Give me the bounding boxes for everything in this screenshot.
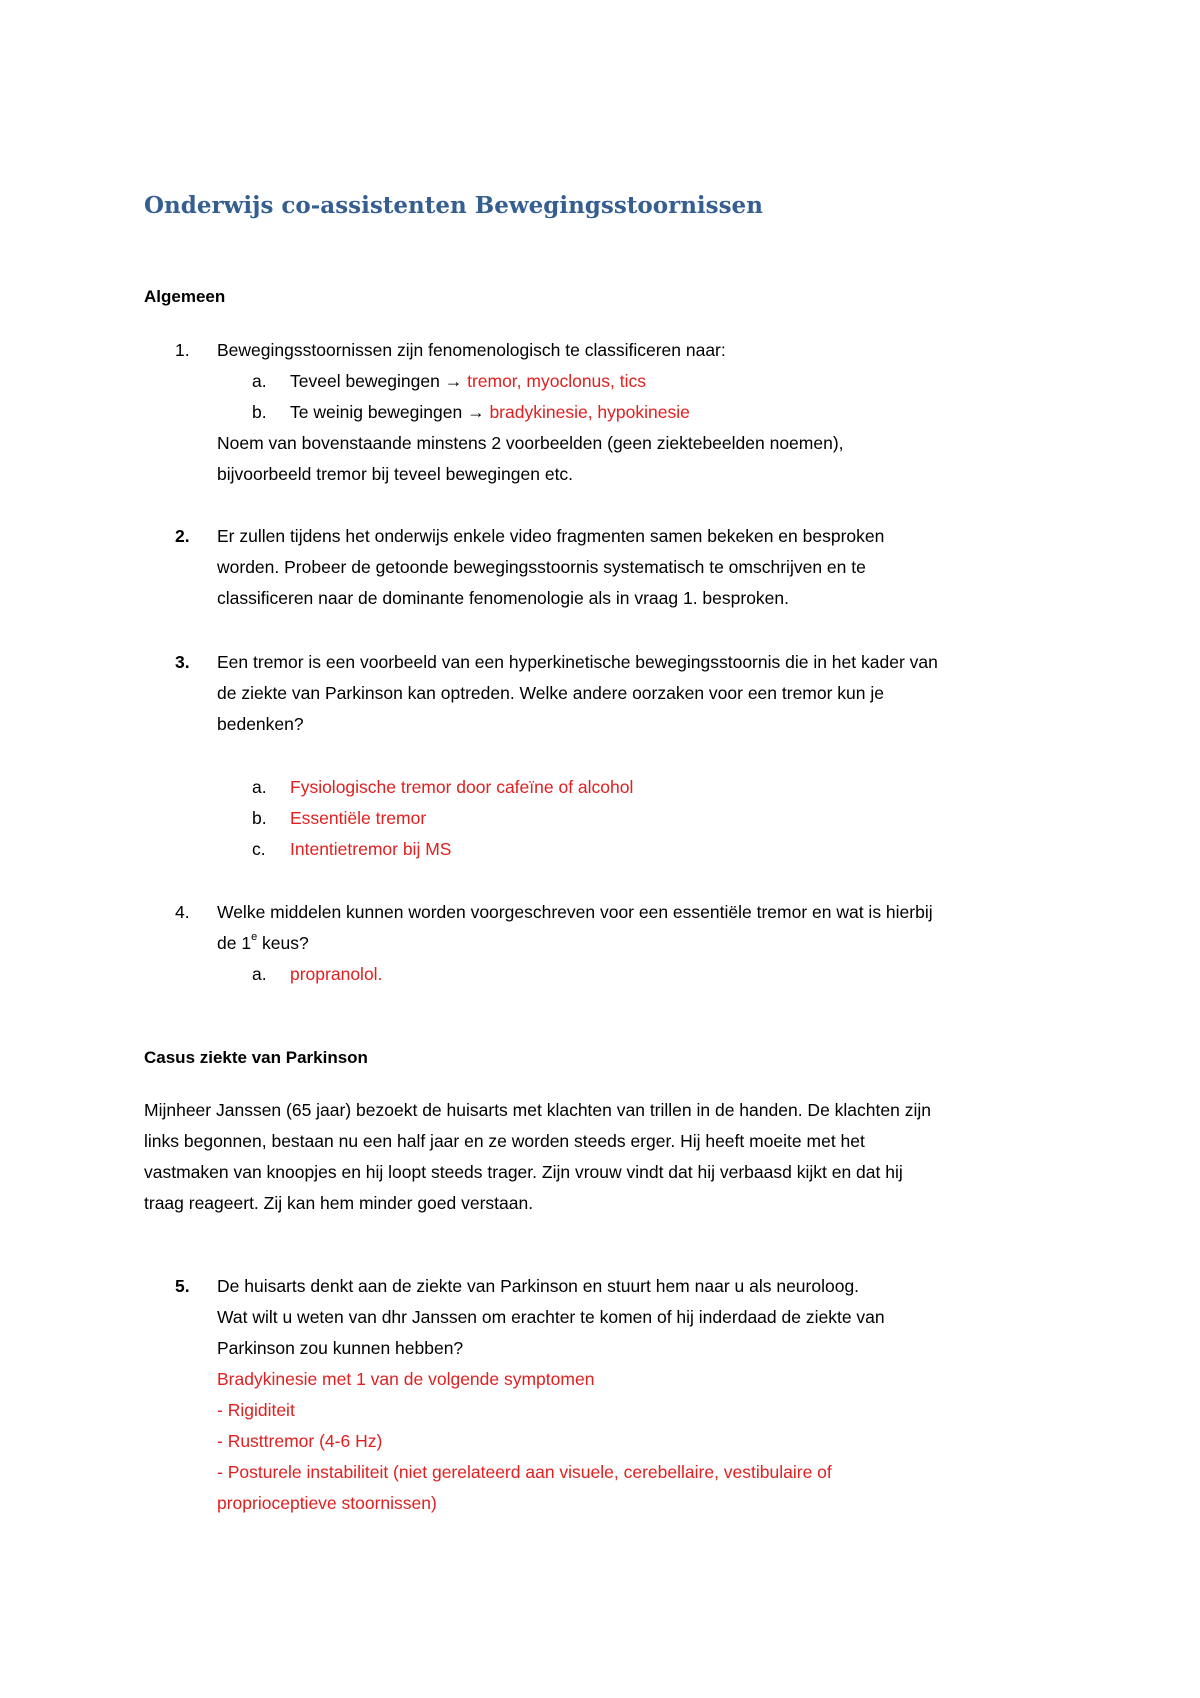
q3-line1: Een tremor is een voorbeeld van een hyperkinetische bewegingsstoornis die in het kader van xyxy=(217,652,938,672)
q5-line3: Parkinson zou kunnen hebben? xyxy=(217,1338,464,1358)
q3-line3: bedenken? xyxy=(217,714,304,734)
q1-text: Bewegingsstoornissen zijn fenomenologisch te classificeren naar: xyxy=(217,340,726,360)
q2-number: 2. xyxy=(175,526,190,546)
q1-note-line2: bijvoorbeeld tremor bij teveel bewegingen etc. xyxy=(217,464,574,484)
section-heading-algemeen: Algemeen xyxy=(144,287,226,306)
casus-line2: links begonnen, bestaan nu een half jaar en ze worden steeds erger. Hij heeft moeite met het xyxy=(144,1131,865,1151)
q3-a-letter: a. xyxy=(252,777,267,797)
q1-b-line xyxy=(290,402,690,423)
q1-number: 1. xyxy=(175,340,190,360)
q1-a-answer: tremor, myoclonus, tics xyxy=(467,371,647,391)
q3-c-letter: c. xyxy=(252,839,266,859)
q1-a-letter: a. xyxy=(252,371,267,391)
q2-line3: classificeren naar de dominante fenomenologie als in vraag 1. besproken. xyxy=(217,588,790,608)
q3-number: 3. xyxy=(175,652,190,672)
casus-line3: vastmaken van knoopjes en hij loopt steeds trager. Zijn vrouw vindt dat hij verbaasd kijkt en dat hij xyxy=(144,1162,903,1182)
page-title: Onderwijs co-assistenten Bewegingsstoornissen xyxy=(144,192,763,219)
q4-a-answer: propranolol. xyxy=(290,964,383,984)
q2-line2: worden. Probeer de getoonde bewegingsstoornis systematisch te omschrijven en te xyxy=(217,557,866,577)
q4-a-letter: a. xyxy=(252,964,267,984)
arrow-right-icon: → xyxy=(444,371,468,391)
casus-line4: traag reageert. Zij kan hem minder goed verstaan. xyxy=(144,1193,534,1213)
q5-answer-line4: - Posturele instabiliteit (niet gerelateerd aan visuele, cerebellaire, vestibulaire of xyxy=(217,1462,832,1482)
q1-b-answer: bradykinesie, hypokinesie xyxy=(489,402,690,422)
q2-line1: Er zullen tijdens het onderwijs enkele video fragmenten samen bekeken en besproken xyxy=(217,526,885,546)
q3-b-letter: b. xyxy=(252,808,267,828)
q5-line2: Wat wilt u weten van dhr Janssen om erachter te komen of hij inderdaad de ziekte van xyxy=(217,1307,885,1327)
q3-line2: de ziekte van Parkinson kan optreden. Welke andere oorzaken voor een tremor kun je xyxy=(217,683,885,703)
arrow-right-icon: → xyxy=(467,402,490,422)
q5-answer-line2: - Rigiditeit xyxy=(217,1400,295,1420)
q4-line1: Welke middelen kunnen worden voorgeschreven voor een essentiële tremor en wat is hierbij xyxy=(217,902,933,922)
casus-line1: Mijnheer Janssen (65 jaar) bezoekt de huisarts met klachten van trillen in de handen. De klachten zijn xyxy=(144,1100,931,1120)
q3-b-answer: Essentiële tremor xyxy=(290,808,427,828)
q1-note-line1: Noem van bovenstaande minstens 2 voorbeelden (geen ziektebeelden noemen), xyxy=(217,433,844,453)
q4-number: 4. xyxy=(175,902,190,922)
q5-answer-line1: Bradykinesie met 1 van de volgende symptomen xyxy=(217,1369,595,1389)
q1-a-text: Teveel bewegingen xyxy=(290,371,445,391)
q5-answer-line5: proprioceptieve stoornissen) xyxy=(217,1493,437,1513)
q4-line2-post: keus? xyxy=(257,933,309,953)
q1-a-line xyxy=(290,371,646,392)
q5-number: 5. xyxy=(175,1276,190,1296)
q4-line2-sup: e xyxy=(251,931,258,943)
q5-answer-line3: - Rusttremor (4-6 Hz) xyxy=(217,1431,383,1451)
q4-line2 xyxy=(217,933,309,954)
q1-b-letter: b. xyxy=(252,402,267,422)
q5-line1: De huisarts denkt aan de ziekte van Parkinson en stuurt hem naar u als neuroloog. xyxy=(217,1276,860,1296)
q3-a-answer: Fysiologische tremor door cafeïne of alcohol xyxy=(290,777,634,797)
q4-line2-pre: de 1 xyxy=(217,933,252,953)
section-heading-casus: Casus ziekte van Parkinson xyxy=(144,1048,368,1067)
q1-b-text: Te weinig bewegingen xyxy=(290,402,468,422)
q3-c-answer: Intentietremor bij MS xyxy=(290,839,452,859)
